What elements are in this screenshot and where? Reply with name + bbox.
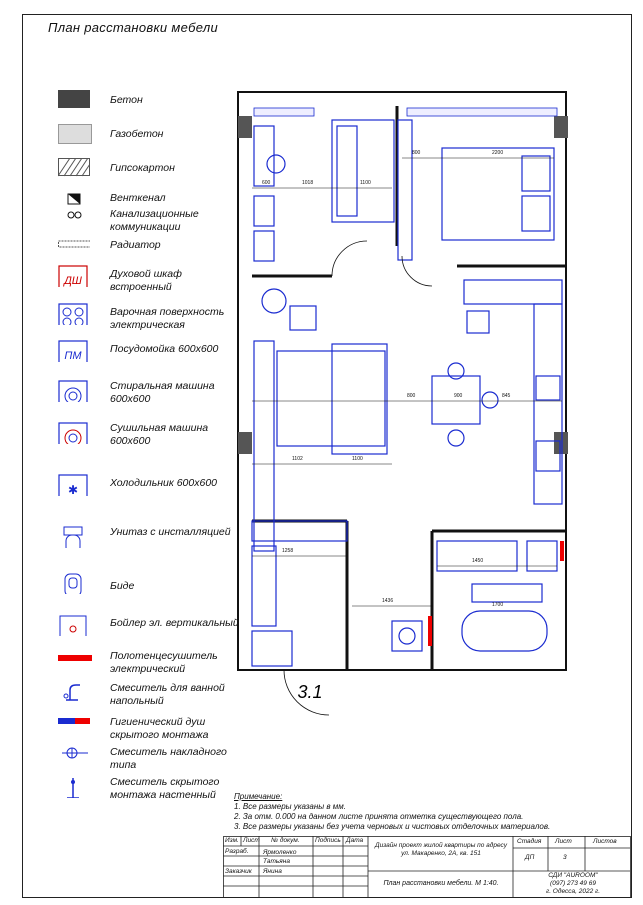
toilet-icon: [58, 526, 90, 548]
dishwasher-icon: [58, 340, 90, 362]
floor-plan: [232, 86, 572, 716]
svg-text:845: 845: [502, 393, 511, 399]
svg-text:✱: ✱: [67, 483, 79, 496]
svg-text:1258: 1258: [282, 548, 294, 554]
kitchen: [464, 280, 562, 504]
svg-text:800: 800: [407, 393, 416, 399]
hall-cabinets: [252, 521, 347, 666]
radiator-icon: [58, 239, 90, 261]
bidet-icon: [58, 572, 90, 594]
hygienic-shower-icon: [58, 716, 90, 738]
outer-walls: [238, 92, 566, 670]
surface-faucet-icon: [58, 746, 90, 768]
dryer-icon: [58, 422, 90, 444]
page-title: План расстановки мебели: [48, 20, 218, 35]
svg-text:1102: 1102: [292, 456, 303, 462]
svg-text:600: 600: [262, 180, 271, 186]
cooktop-icon: [58, 303, 90, 325]
door-label: 3.1: [297, 682, 323, 702]
radiator: [254, 108, 557, 116]
title-block: Изм. Лист № докум. Подпись Дата Разраб. Ярмоленко Татьяна Заказчик Янина Дизайн проект жилой квартиры по адресу ул. Макаренко, 2А, кв. 151 План расстановки мебели. М 1:40. Стадия Лист Листов ДП 3 СДИ "AUROOM" (097) 273 49 69 г. Одесса, 2022 г.: [223, 836, 631, 898]
dimension-labels: [262, 150, 511, 608]
inner-walls: [252, 106, 566, 670]
svg-text:1450: 1450: [472, 558, 484, 564]
boiler-icon: [58, 614, 90, 636]
concrete-columns: [238, 116, 568, 454]
note-item: 3. Все размеры указаны без учета черновых и чистовых отделочных материалов.: [234, 822, 551, 831]
bed: [398, 120, 554, 260]
note-item: 2. За отм. 0.000 на данном листе принята отметка существующего пола.: [234, 812, 524, 821]
floor-faucet-icon: [58, 682, 90, 704]
wall-faucet-icon: [58, 776, 90, 798]
svg-text:1100: 1100: [360, 180, 371, 186]
dining-table: [432, 363, 498, 446]
sewer-icon: [58, 208, 90, 230]
towel-warmers: [428, 541, 564, 646]
dishwasher-code: ПМ: [64, 350, 82, 362]
towel-warmer-icon: [58, 655, 92, 661]
dimension-lines: [252, 158, 562, 606]
note-item: 1. Все размеры указаны в мм.: [234, 802, 346, 811]
svg-text:2200: 2200: [492, 150, 504, 156]
sofa-top: [254, 120, 394, 261]
aerated-concrete-swatch: [58, 124, 92, 144]
oven-code: ДШ: [64, 275, 82, 287]
concrete-swatch: [58, 90, 90, 108]
svg-text:800: 800: [412, 150, 421, 156]
living-room: [254, 289, 387, 551]
oven-icon: [58, 265, 90, 287]
notes: Примечание: 1. Все размеры указаны в мм. 2. За отм. 0.000 на данном листе принята отметка существующего пола. 3. Все размеры указаны без учета черновых и чистовых отделочных материалов.: [234, 792, 551, 831]
svg-text:1700: 1700: [492, 602, 504, 608]
svg-text:1436: 1436: [382, 598, 394, 604]
svg-text:1018: 1018: [302, 180, 314, 186]
svg-text:900: 900: [454, 393, 463, 399]
drawing-hatch-icon: [58, 158, 90, 180]
washer-icon: [58, 380, 90, 402]
svg-text:1100: 1100: [352, 456, 363, 462]
fridge-icon: [58, 474, 90, 496]
